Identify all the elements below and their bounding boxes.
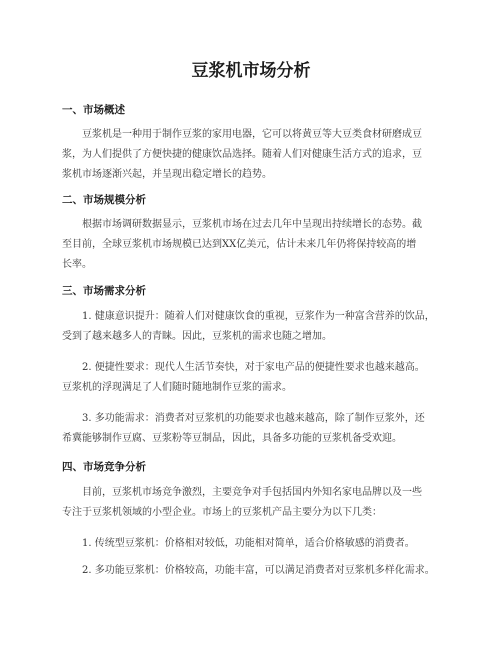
- paragraph-line: 受到了越来越多人的青睐。因此，豆浆机的需求也随之增加。: [62, 331, 332, 342]
- paragraph-market-size: [62, 215, 440, 275]
- paragraph-overview: [62, 125, 440, 185]
- paragraph-demand-health: [62, 307, 440, 347]
- paragraph-line: 1. 传统型豆浆机：价格相对较低，功能相对简单，适合价格敏感的消费者。: [82, 538, 415, 549]
- paragraph-line: 根据市场调研数据显示，豆浆机市场在过去几年中呈现出持续增长的态势。截: [82, 219, 422, 230]
- paragraph-line: 2. 便捷性要求：现代人生活节奏快，对于家电产品的便捷性要求也越来越高。: [82, 362, 425, 373]
- paragraph-line: 至目前，全球豆浆机市场规模已达到XX亿美元，估计未来几年仍将保持较高的增: [62, 239, 417, 250]
- paragraph-line: 长率。: [62, 259, 92, 270]
- paragraph-line: 浆机市场逐渐兴起，并呈现出稳定增长的趋势。: [62, 169, 272, 180]
- section-heading-overview: 一、市场概述: [62, 104, 125, 116]
- section-heading-demand: 三、市场需求分析: [62, 285, 146, 297]
- section-heading-competition: 四、市场竞争分析: [62, 461, 146, 473]
- section-heading-market-size: 二、市场规模分析: [62, 194, 146, 206]
- paragraph-competition-traditional: [62, 534, 440, 554]
- paragraph-line: 专注于豆浆机领域的小型企业。市场上的豆浆机产品主要分为以下几类：: [62, 507, 382, 518]
- paragraph-line: 3. 多功能需求：消费者对豆浆机的功能要求也越来越高，除了制作豆浆外，还: [82, 413, 425, 424]
- paragraph-demand-multifunction: [62, 409, 440, 449]
- paragraph-line: 豆浆机的浮现满足了人们随时随地制作豆浆的需求。: [62, 382, 292, 393]
- paragraph-demand-convenience: [62, 358, 440, 398]
- paragraph-line: 浆，为人们提供了方便快捷的健康饮品选择。随着人们对健康生活方式的追求，豆: [62, 149, 422, 160]
- paragraph-line: 希冀能够制作豆腐、豆浆粉等豆制品，因此，具备多功能的豆浆机备受欢迎。: [62, 433, 402, 444]
- paragraph-line: 2. 多功能豆浆机：价格较高，功能丰富，可以满足消费者对豆浆机多样化需求。: [82, 565, 435, 576]
- document-title: 豆浆机市场分析: [191, 61, 311, 81]
- paragraph-line: 豆浆机是一种用于制作豆浆的家用电器，它可以将黄豆等大豆类食材研磨成豆: [82, 129, 422, 140]
- paragraph-line: 1. 健康意识提升：随着人们对健康饮食的重视，豆浆作为一种富含营养的饮品，: [82, 311, 435, 322]
- paragraph-line: 目前，豆浆机市场竞争激烈，主要竞争对手包括国内外知名家电品牌以及一些: [82, 487, 422, 498]
- paragraph-competition: [62, 483, 440, 523]
- paragraph-competition-multifunction: [62, 561, 440, 581]
